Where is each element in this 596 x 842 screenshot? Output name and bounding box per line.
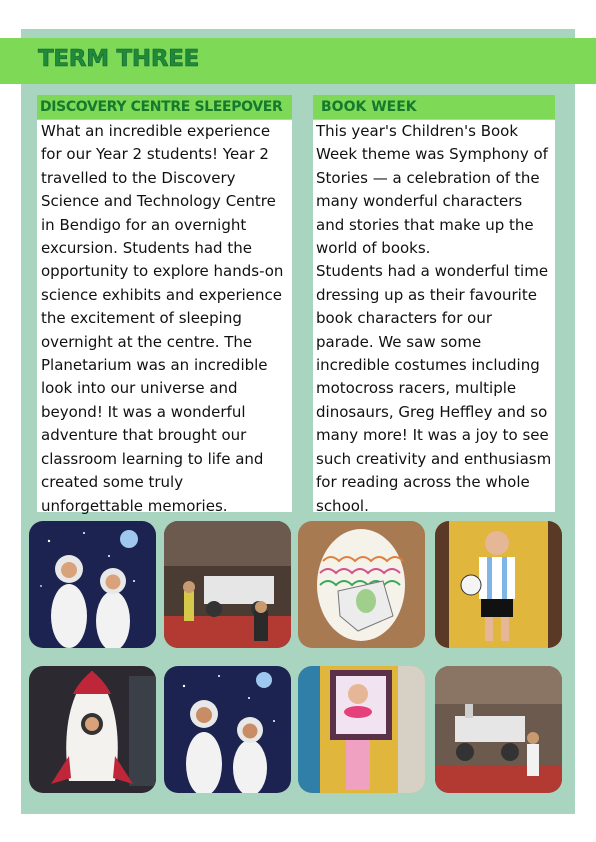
photo-rover-exhibit-2 <box>435 666 562 793</box>
book-week-paragraph-1: This year's Children's Book Week theme was Symphony of Stories — a celebration of the many wonderful characters and stories that make up the world of books. <box>316 122 548 258</box>
section-heading-book-week: BOOK WEEK <box>313 95 555 119</box>
photo-book-costume <box>298 666 425 793</box>
photo-soccer-costume <box>435 521 562 648</box>
book-week-paragraph-2: Students had a wonderful time dressing up as their favourite book characters for our parade. We saw some incredible costumes including motocross racers, multiple dinosaurs, Greg Heffley and so many more! It was a joy to see such creativity and enthusiasm for reading across the whole school. <box>316 262 552 515</box>
section-heading-sleepover: DISCOVERY CENTRE SLEEPOVER <box>37 95 292 119</box>
section-body-sleepover <box>37 120 292 515</box>
photo-astronaut-cutouts <box>29 521 156 648</box>
page-title: TERM THREE <box>38 46 200 72</box>
photo-astronaut-cutouts-2 <box>164 666 291 793</box>
photo-rocket-cutout <box>29 666 156 793</box>
sleepover-paragraph: What an incredible experience for our Year 2 students! Year 2 travelled to the Discovery Science and Technology Centre in Bendigo for an overnight excursion. Students had the opportunity to explore hands-on science exhibits and experience the excitement of sleeping overnight at the centre. The Planetarium was an incredible look into our universe and beyond! It was a wonderful adventure that brought our classroom learning to life and created some truly unforgettable memories. <box>41 122 284 515</box>
photo-egg-artwork <box>298 521 425 648</box>
section-body-book-week <box>313 120 555 515</box>
photo-rover-exhibit <box>164 521 291 648</box>
